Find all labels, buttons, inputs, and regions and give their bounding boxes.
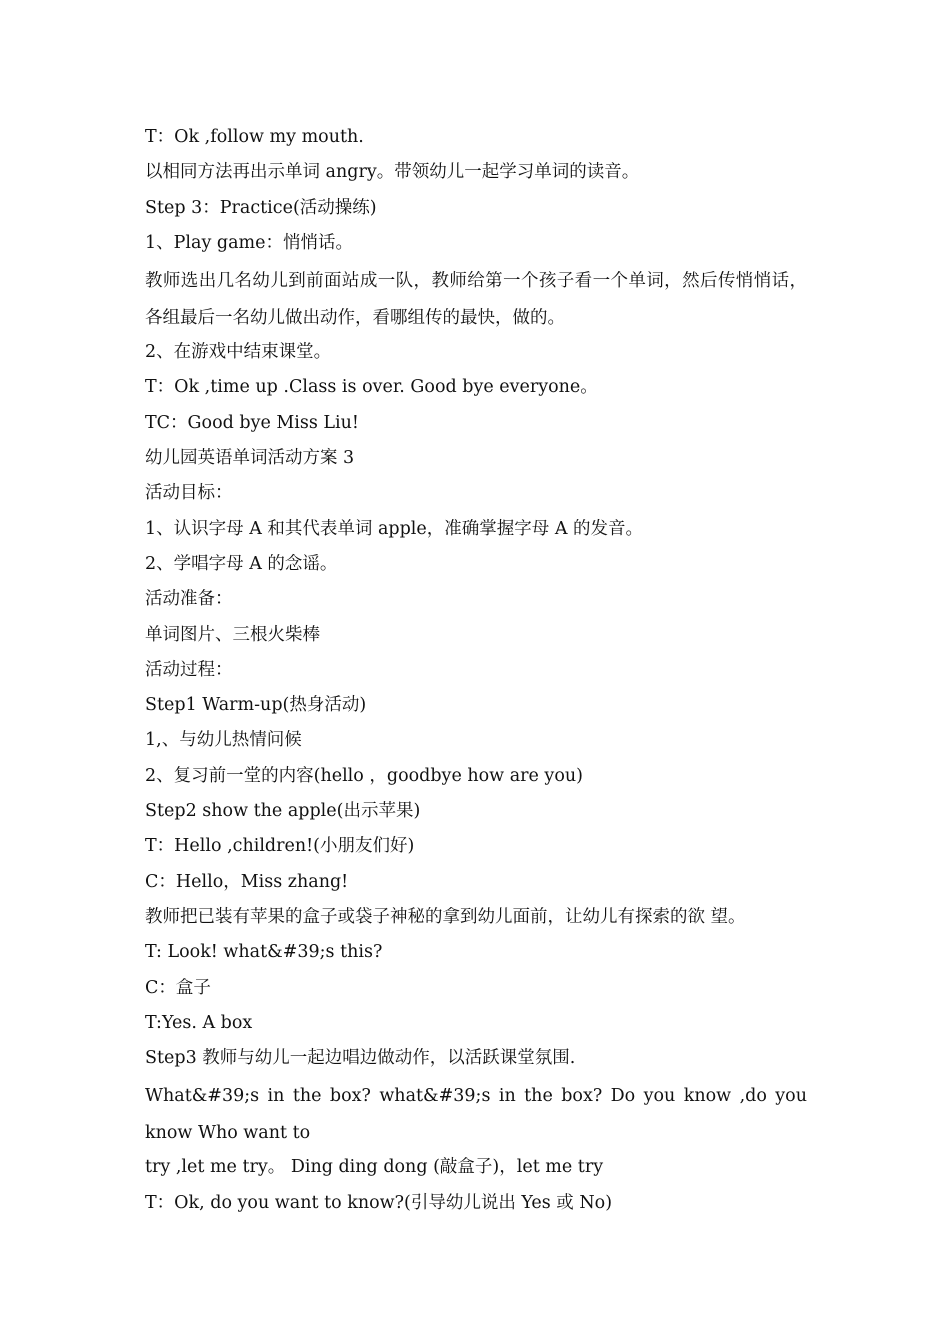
- text-line: C：Hello，Miss zhang!: [145, 871, 349, 892]
- text-line: Step2 show the apple(出示苹果): [145, 801, 421, 822]
- text-line: 2、在游戏中结束课堂。: [145, 342, 332, 363]
- text-line: TC：Good bye Miss Liu!: [145, 412, 359, 433]
- text-paragraph: What&#39;s in the box? what&#39;s in the box? Do you know ,do you know Who want to: [145, 1086, 807, 1144]
- text-line: 活动目标：: [145, 483, 233, 504]
- text-line: T：Ok ,time up .Class is over. Good bye everyone。: [145, 377, 598, 398]
- text-line: T:Yes. A box: [145, 1012, 253, 1033]
- text-line: 活动准备：: [145, 589, 233, 610]
- text-line: try ,let me try。 Ding ding dong (敲盒子)，let me try: [145, 1157, 604, 1178]
- text-line: 1、Play game：悄悄话。: [145, 232, 353, 253]
- text-line: 以相同方法再出示单词 angry。带领幼儿一起学习单词的读音。: [145, 162, 640, 183]
- text-line: T: Look! what&#39;s this?: [145, 942, 383, 963]
- text-line: 2、复习前一堂的内容(hello ，goodbye how are you): [145, 765, 583, 786]
- text-line: C：盒子: [145, 977, 211, 998]
- text-line: Step 3：Practice(活动操练): [145, 197, 377, 218]
- text-paragraph: 教师选出几名幼儿到前面站成一队，教师给第一个孩子看一个单词，然后传悄悄话，各组最后一名幼儿做出动作，看哪组传的最快，做的。: [145, 271, 807, 329]
- text-line: Step3 教师与幼儿一起边唱边做动作，以活跃课堂氛围.: [145, 1048, 576, 1069]
- text-line: T：Ok ,follow my mouth.: [145, 127, 364, 147]
- text-line: 活动过程：: [145, 659, 233, 680]
- document-body: [145, 122, 807, 1223]
- section-heading: 幼儿园英语单词活动方案 3: [145, 448, 355, 469]
- text-line: T：Hello ,children!(小朋友们好): [145, 836, 415, 857]
- text-line: 1、认识字母 A 和其代表单词 apple，准确掌握字母 A 的发音。: [145, 518, 644, 539]
- text-line: 2、学唱字母 A 的念谣。: [145, 553, 338, 574]
- text-line: T：Ok, do you want to know?(引导幼儿说出 Yes 或 No): [145, 1192, 613, 1213]
- text-line: 教师把已装有苹果的盒子或袋子神秘的拿到幼儿面前，让幼儿有探索的欲 望。: [145, 906, 746, 927]
- text-line: Step1 Warm-up(热身活动): [145, 695, 367, 716]
- text-line: 单词图片、三根火柴棒: [145, 624, 320, 645]
- text-line: 1,、与幼儿热情问候: [145, 730, 302, 751]
